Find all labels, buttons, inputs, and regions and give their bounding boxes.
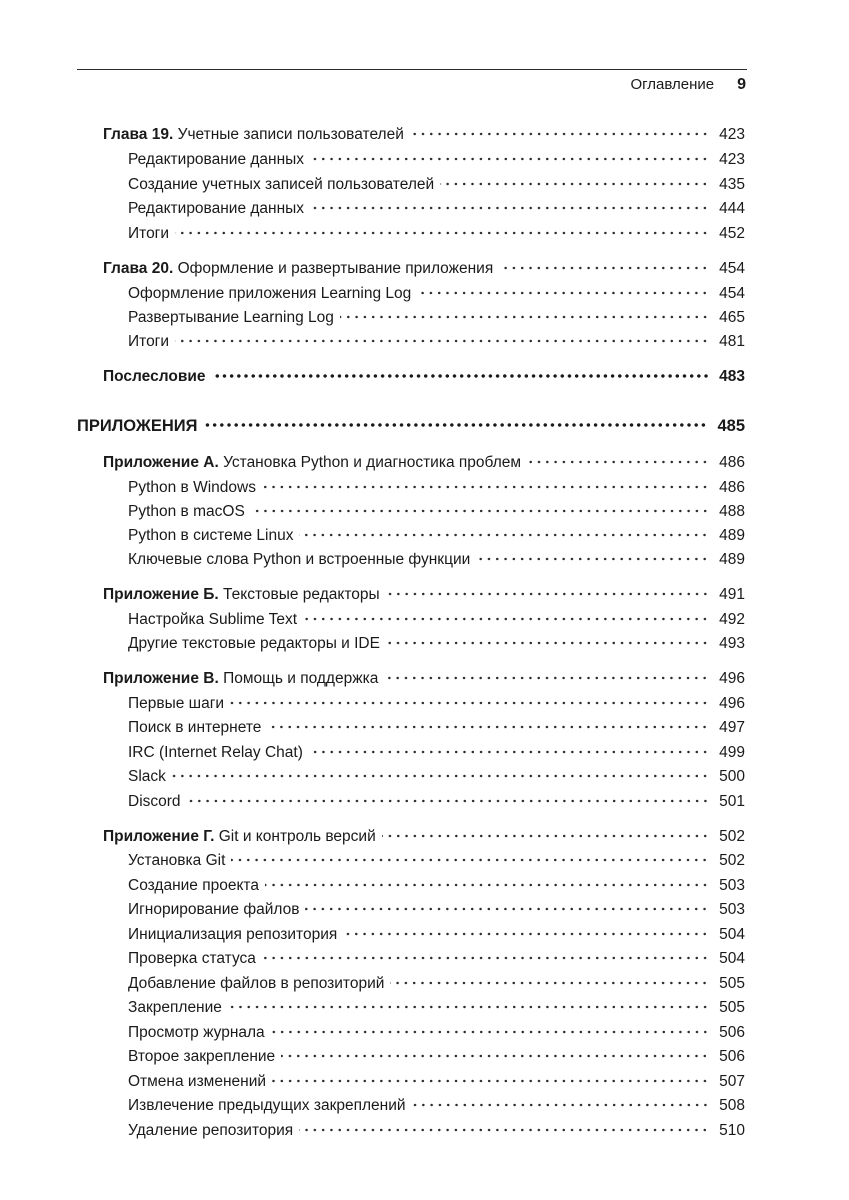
toc-page-number: 504 bbox=[719, 950, 745, 967]
toc-entry-text: Отмена изменений bbox=[128, 1073, 267, 1090]
toc-chapter bbox=[103, 367, 745, 387]
toc-entry-text: Инициализация репозитория bbox=[128, 926, 338, 943]
dot-leader bbox=[386, 587, 709, 601]
toc-entry bbox=[128, 199, 745, 219]
toc-entry-text: Настройка Sublime Text bbox=[128, 611, 298, 628]
toc-page-number: 444 bbox=[719, 200, 745, 217]
toc-entry bbox=[128, 792, 745, 812]
toc-entry-title bbox=[128, 224, 175, 244]
toc-entry bbox=[128, 150, 745, 170]
toc-entry-text: Python в системе Linux bbox=[128, 527, 294, 544]
toc-page-number: 465 bbox=[719, 309, 745, 326]
toc-entry-title bbox=[128, 767, 172, 787]
dot-leader bbox=[228, 1000, 709, 1014]
toc-entry-prefix: Приложение В. bbox=[103, 670, 219, 687]
dot-leader bbox=[212, 369, 710, 383]
toc-page-number: 423 bbox=[719, 126, 745, 143]
toc-entry-text: Извлечение предыдущих закреплений bbox=[128, 1097, 406, 1114]
toc-entry-title bbox=[128, 634, 386, 654]
toc-entry-title bbox=[128, 998, 228, 1018]
toc-entry-text: Поиск в интернете bbox=[128, 719, 262, 736]
toc-entry-text: Оформление и развертывание приложения bbox=[177, 260, 494, 277]
toc-entry-title bbox=[128, 743, 309, 763]
toc-page-number: 483 bbox=[719, 368, 745, 385]
toc-entry-text: Закрепление bbox=[128, 999, 222, 1016]
dot-leader bbox=[262, 480, 709, 494]
toc-entry-title bbox=[128, 1047, 281, 1067]
toc-entry-title bbox=[128, 851, 231, 871]
dot-leader bbox=[267, 720, 709, 734]
dot-leader bbox=[340, 310, 709, 324]
toc-entry-text: Текстовые редакторы bbox=[223, 586, 380, 603]
dot-leader bbox=[343, 927, 709, 941]
dot-leader bbox=[412, 1098, 710, 1112]
toc-page-number: 496 bbox=[719, 695, 745, 712]
toc-entry-text: Discord bbox=[128, 793, 181, 810]
toc-entry-prefix: Глава 19. bbox=[103, 126, 174, 143]
dot-leader bbox=[172, 769, 709, 783]
dot-leader bbox=[310, 152, 709, 166]
toc-page-number: 489 bbox=[719, 551, 745, 568]
dot-leader bbox=[310, 201, 709, 215]
toc-entry-title bbox=[128, 792, 187, 812]
toc-chapter bbox=[103, 453, 745, 473]
toc-page-number: 486 bbox=[719, 454, 745, 471]
dot-leader bbox=[309, 745, 709, 759]
toc-page-number: 485 bbox=[717, 417, 745, 435]
toc-entry-text: Просмотр журнала bbox=[128, 1024, 265, 1041]
toc-entry-prefix: Глава 20. bbox=[103, 260, 174, 277]
toc-entry-title bbox=[128, 610, 303, 630]
toc-entry-title bbox=[128, 150, 310, 170]
toc-entry-text: Создание проекта bbox=[128, 877, 259, 894]
toc-entry bbox=[128, 502, 745, 522]
toc-entry-title bbox=[103, 585, 386, 605]
dot-leader bbox=[299, 528, 709, 542]
toc-entry bbox=[128, 998, 745, 1018]
toc-entry bbox=[128, 224, 745, 244]
toc-chapter bbox=[103, 669, 745, 689]
dot-leader bbox=[231, 853, 709, 867]
toc-entry-text: Редактирование данных bbox=[128, 200, 305, 217]
dot-leader bbox=[175, 334, 709, 348]
header-title: Оглавление bbox=[630, 76, 715, 93]
toc-entry bbox=[128, 526, 745, 546]
toc-page-number: 500 bbox=[719, 768, 745, 785]
toc-page-number: 502 bbox=[719, 828, 745, 845]
toc-entry bbox=[128, 1096, 745, 1116]
toc-page-number: 499 bbox=[719, 744, 745, 761]
toc-entry-title bbox=[128, 550, 476, 570]
dot-leader bbox=[271, 1025, 709, 1039]
toc-page-number: 507 bbox=[719, 1073, 745, 1090]
toc-entry-text: Первые шаги bbox=[128, 695, 225, 712]
toc-page-number: 489 bbox=[719, 527, 745, 544]
dot-leader bbox=[305, 902, 709, 916]
toc-entry-text: Python в Windows bbox=[128, 479, 256, 496]
dot-leader bbox=[386, 636, 709, 650]
toc-entry bbox=[128, 974, 745, 994]
dot-leader bbox=[262, 951, 709, 965]
toc-entry-title bbox=[103, 259, 499, 279]
toc-entry-title bbox=[103, 669, 384, 689]
toc-entry-title bbox=[128, 1023, 271, 1043]
toc-entry-text: IRC (Internet Relay Chat) bbox=[128, 744, 303, 761]
toc-entry bbox=[128, 925, 745, 945]
toc-entry-title bbox=[103, 367, 212, 387]
dot-leader bbox=[390, 976, 709, 990]
toc-entry-text: Оформление приложения Learning Log bbox=[128, 285, 412, 302]
toc-entry-prefix: Приложение А. bbox=[103, 454, 219, 471]
toc-page-number: 503 bbox=[719, 877, 745, 894]
toc-page-number: 496 bbox=[719, 670, 745, 687]
toc-page-number: 502 bbox=[719, 852, 745, 869]
toc-entry-text: Итоги bbox=[128, 333, 169, 350]
toc-entry-title bbox=[128, 1121, 299, 1141]
toc-entry-title bbox=[103, 125, 410, 145]
toc-page-number: 452 bbox=[719, 225, 745, 242]
toc-part bbox=[77, 416, 745, 436]
toc-entry bbox=[128, 743, 745, 763]
toc-entry-text: Удаление репозитория bbox=[128, 1122, 294, 1139]
toc-entry-text: Создание учетных записей пользователей bbox=[128, 176, 435, 193]
toc-entry-text: Итоги bbox=[128, 225, 169, 242]
toc-entry-text: Добавление файлов в репозиторий bbox=[128, 975, 385, 992]
dot-leader bbox=[499, 261, 709, 275]
toc-entry bbox=[128, 175, 745, 195]
toc-entry bbox=[128, 694, 745, 714]
toc-entry-title bbox=[128, 175, 440, 195]
toc-entry bbox=[128, 900, 745, 920]
toc-entry-text: Игнорирование файлов bbox=[128, 901, 300, 918]
toc-entry-title bbox=[128, 478, 262, 498]
toc-entry bbox=[128, 876, 745, 896]
toc-page-number: 503 bbox=[719, 901, 745, 918]
toc-entry-title bbox=[128, 1096, 412, 1116]
toc-entry bbox=[128, 1121, 745, 1141]
toc-entry-title bbox=[103, 453, 527, 473]
dot-leader bbox=[476, 552, 709, 566]
dot-leader bbox=[527, 455, 709, 469]
toc-page-number: 506 bbox=[719, 1048, 745, 1065]
toc-page-number: 510 bbox=[719, 1122, 745, 1139]
toc-page-number: 493 bbox=[719, 635, 745, 652]
toc-entry-title bbox=[128, 1072, 272, 1092]
toc-page-number: 508 bbox=[719, 1097, 745, 1114]
toc-entry-title bbox=[128, 694, 230, 714]
header-page-number: 9 bbox=[737, 76, 746, 93]
dot-leader bbox=[230, 696, 709, 710]
toc-entry-title bbox=[128, 284, 417, 304]
toc-page-number: 506 bbox=[719, 1024, 745, 1041]
toc-page-number: 454 bbox=[719, 285, 745, 302]
dot-leader bbox=[299, 1123, 709, 1137]
toc-entry bbox=[128, 550, 745, 570]
toc-entry-title bbox=[128, 974, 390, 994]
toc-entry-text: Второе закрепление bbox=[128, 1048, 276, 1065]
dot-leader bbox=[384, 671, 709, 685]
toc-entry bbox=[128, 1047, 745, 1067]
dot-leader bbox=[440, 177, 709, 191]
toc-entry-title bbox=[103, 827, 382, 847]
toc-page-number: 501 bbox=[719, 793, 745, 810]
toc-entry-title bbox=[128, 526, 299, 546]
toc-entry-title bbox=[128, 949, 262, 969]
toc-entry-title bbox=[128, 876, 265, 896]
toc-entry-prefix: Приложение Б. bbox=[103, 586, 219, 603]
toc-entry bbox=[128, 718, 745, 738]
toc-page-number: 488 bbox=[719, 503, 745, 520]
toc-chapter bbox=[103, 827, 745, 847]
toc-entry bbox=[128, 478, 745, 498]
toc-entry-text: Учетные записи пользователей bbox=[177, 126, 404, 143]
dot-leader bbox=[265, 878, 709, 892]
header-rule bbox=[77, 69, 747, 70]
dot-leader bbox=[382, 829, 709, 843]
toc-entry bbox=[128, 851, 745, 871]
toc-entry-text: Другие текстовые редакторы и IDE bbox=[128, 635, 380, 652]
toc-chapter bbox=[103, 259, 745, 279]
toc-entry-title bbox=[128, 332, 175, 352]
dot-leader bbox=[175, 226, 709, 240]
toc-entry bbox=[128, 308, 745, 328]
dot-leader bbox=[187, 794, 710, 808]
toc-entry-text: Ключевые слова Python и встроенные функции bbox=[128, 551, 471, 568]
toc-page-number: 435 bbox=[719, 176, 745, 193]
dot-leader bbox=[281, 1049, 709, 1063]
toc-page-number: 497 bbox=[719, 719, 745, 736]
toc-entry bbox=[128, 610, 745, 630]
toc-chapter bbox=[103, 585, 745, 605]
toc-entry-title bbox=[77, 416, 203, 436]
toc-entry-text: Проверка статуса bbox=[128, 950, 256, 967]
toc-entry-text: Редактирование данных bbox=[128, 151, 305, 168]
toc-entry-text: ПРИЛОЖЕНИЯ bbox=[77, 417, 198, 435]
toc-chapter bbox=[103, 125, 745, 145]
toc-page-number: 492 bbox=[719, 611, 745, 628]
toc-page-number: 481 bbox=[719, 333, 745, 350]
dot-leader bbox=[410, 127, 709, 141]
toc-entry-text: Slack bbox=[128, 768, 166, 785]
toc-page-number: 504 bbox=[719, 926, 745, 943]
dot-leader bbox=[417, 286, 709, 300]
toc-entry-text: Помощь и поддержка bbox=[223, 670, 379, 687]
toc-entry-title bbox=[128, 718, 267, 738]
toc-entry bbox=[128, 332, 745, 352]
toc-entry-text: Git и контроль версий bbox=[218, 828, 376, 845]
dot-leader bbox=[303, 612, 709, 626]
toc-entry-title bbox=[128, 199, 310, 219]
toc-entry-text: Развертывание Learning Log bbox=[128, 309, 334, 326]
toc-page-number: 491 bbox=[719, 586, 745, 603]
toc-entry-title bbox=[128, 308, 340, 328]
toc-entry-text: Послесловие bbox=[103, 368, 206, 385]
dot-leader bbox=[203, 418, 707, 432]
toc-entry-prefix: Приложение Г. bbox=[103, 828, 215, 845]
toc-entry bbox=[128, 1072, 745, 1092]
toc-entry bbox=[128, 634, 745, 654]
toc-entry-title bbox=[128, 900, 305, 920]
toc-entry-title bbox=[128, 925, 343, 945]
toc-entry bbox=[128, 949, 745, 969]
toc-entry-text: Установка Git bbox=[128, 852, 226, 869]
toc-entry-title bbox=[128, 502, 251, 522]
toc-page-number: 454 bbox=[719, 260, 745, 277]
toc-page-number: 423 bbox=[719, 151, 745, 168]
toc-entry bbox=[128, 284, 745, 304]
toc-page-number: 505 bbox=[719, 999, 745, 1016]
toc-entry bbox=[128, 1023, 745, 1043]
dot-leader bbox=[251, 504, 709, 518]
toc-entry-text: Python в macOS bbox=[128, 503, 245, 520]
toc-page-number: 505 bbox=[719, 975, 745, 992]
toc-entry bbox=[128, 767, 745, 787]
toc-page-number: 486 bbox=[719, 479, 745, 496]
running-header bbox=[630, 76, 746, 94]
dot-leader bbox=[272, 1074, 709, 1088]
toc-entry-text: Установка Python и диагностика проблем bbox=[223, 454, 522, 471]
